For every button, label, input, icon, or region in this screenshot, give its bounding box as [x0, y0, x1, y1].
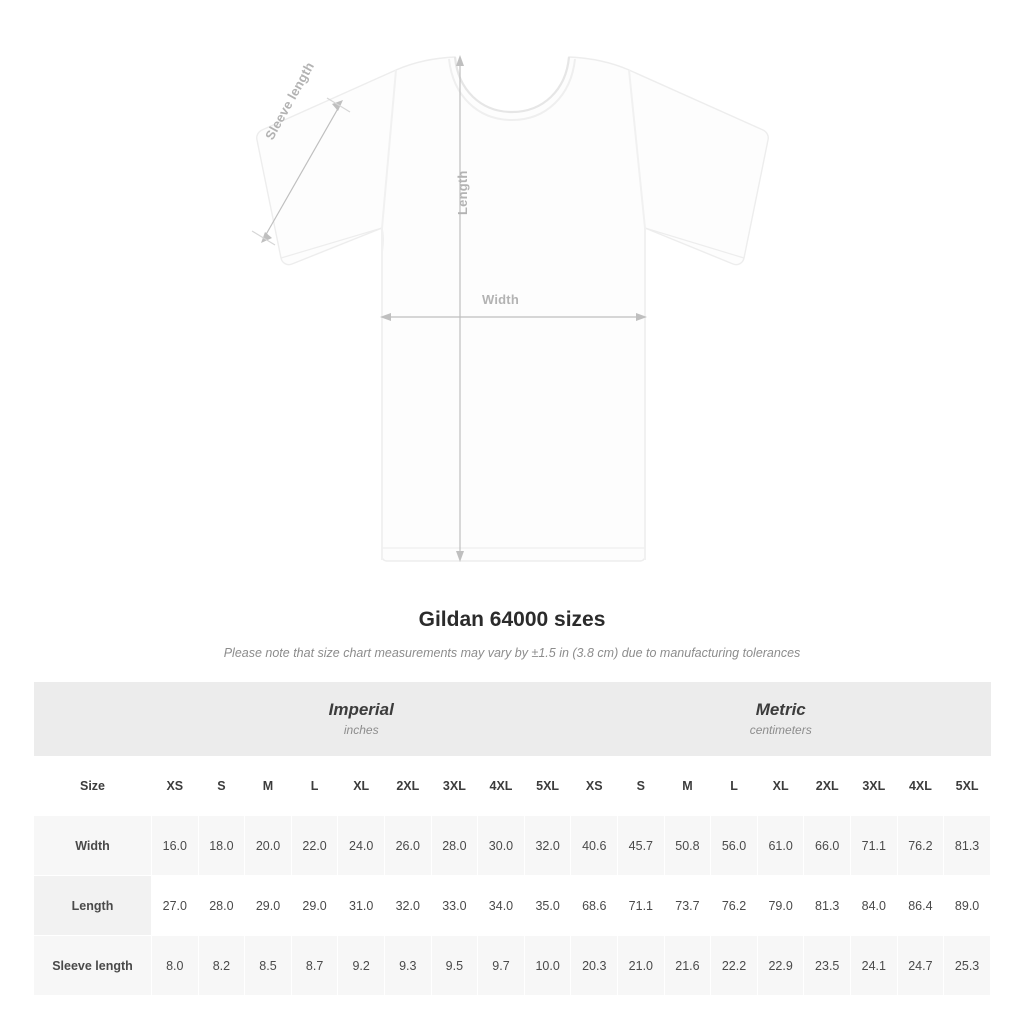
size-corner-label: Size [34, 757, 152, 816]
size-header-metric-3xl: 3XL [851, 757, 898, 816]
metric-title: Metric [755, 699, 806, 719]
cell-length-metric-xs: 68.6 [571, 876, 618, 936]
cell-sleeve-metric-m: 21.6 [664, 936, 711, 996]
sleeve-length-dimension-label: Sleeve length [262, 59, 318, 143]
cell-width-metric-4xl: 76.2 [897, 816, 944, 876]
system-header-imperial [152, 682, 571, 757]
cell-width-imperial-l: 22.0 [291, 816, 338, 876]
cell-sleeve-metric-xs: 20.3 [571, 936, 618, 996]
system-header-metric [571, 682, 991, 757]
tolerance-note: Please note that size chart measurements may vary by ±1.5 in (3.8 cm) due to manufacturing tolerances [223, 646, 801, 660]
cell-length-imperial-3xl: 33.0 [431, 876, 478, 936]
cell-length-imperial-5xl: 35.0 [524, 876, 571, 936]
cell-width-imperial-m: 20.0 [245, 816, 292, 876]
cell-length-metric-5xl: 89.0 [944, 876, 991, 936]
cell-length-metric-m: 73.7 [664, 876, 711, 936]
cell-width-metric-2xl: 66.0 [804, 816, 851, 876]
system-header-row [34, 682, 991, 757]
table-row [34, 936, 991, 996]
size-header-metric-2xl: 2XL [804, 757, 851, 816]
cell-width-metric-xs: 40.6 [571, 816, 618, 876]
cell-sleeve-metric-2xl: 23.5 [804, 936, 851, 996]
cell-sleeve-imperial-xs: 8.0 [152, 936, 199, 996]
cell-length-metric-3xl: 84.0 [851, 876, 898, 936]
size-header-imperial-4xl: 4XL [478, 757, 525, 816]
cell-sleeve-imperial-l: 8.7 [291, 936, 338, 996]
cell-length-metric-xl: 79.0 [757, 876, 804, 936]
width-dimension-label: Width [482, 292, 519, 307]
size-header-metric-m: M [664, 757, 711, 816]
cell-width-imperial-2xl: 26.0 [384, 816, 431, 876]
size-chart-table-wrapper [33, 682, 991, 996]
size-header-imperial-xl: XL [338, 757, 385, 816]
cell-width-metric-xl: 61.0 [757, 816, 804, 876]
size-header-metric-xs: XS [571, 757, 618, 816]
cell-sleeve-imperial-2xl: 9.3 [384, 936, 431, 996]
cell-length-imperial-xl: 31.0 [338, 876, 385, 936]
cell-sleeve-imperial-m: 8.5 [245, 936, 292, 996]
cell-length-imperial-s: 28.0 [198, 876, 245, 936]
row-label-sleeve-length: Sleeve length [34, 936, 152, 996]
size-header-row [34, 757, 991, 816]
cell-sleeve-imperial-3xl: 9.5 [431, 936, 478, 996]
cell-width-imperial-xs: 16.0 [152, 816, 199, 876]
page-title: Gildan 64000 sizes [418, 608, 606, 631]
cell-sleeve-metric-4xl: 24.7 [897, 936, 944, 996]
cell-sleeve-imperial-4xl: 9.7 [478, 936, 525, 996]
system-header-spacer [34, 682, 152, 757]
cell-sleeve-metric-l: 22.2 [711, 936, 758, 996]
imperial-title: Imperial [328, 699, 394, 719]
table-row [34, 876, 991, 936]
cell-width-imperial-s: 18.0 [198, 816, 245, 876]
cell-width-metric-5xl: 81.3 [944, 816, 991, 876]
length-dimension-label: Length [455, 170, 470, 215]
size-header-imperial-l: L [291, 757, 338, 816]
cell-length-imperial-4xl: 34.0 [478, 876, 525, 936]
cell-length-metric-l: 76.2 [711, 876, 758, 936]
size-header-metric-l: L [711, 757, 758, 816]
size-header-metric-5xl: 5XL [944, 757, 991, 816]
cell-length-imperial-l: 29.0 [291, 876, 338, 936]
cell-sleeve-metric-xl: 22.9 [757, 936, 804, 996]
cell-length-imperial-2xl: 32.0 [384, 876, 431, 936]
row-label-length: Length [34, 876, 152, 936]
cell-width-metric-s: 45.7 [618, 816, 665, 876]
size-header-imperial-5xl: 5XL [524, 757, 571, 816]
size-header-imperial-2xl: 2XL [384, 757, 431, 816]
cell-sleeve-metric-3xl: 24.1 [851, 936, 898, 996]
cell-length-metric-s: 71.1 [618, 876, 665, 936]
cell-length-metric-4xl: 86.4 [897, 876, 944, 936]
cell-width-imperial-3xl: 28.0 [431, 816, 478, 876]
size-header-imperial-3xl: 3XL [431, 757, 478, 816]
size-header-metric-4xl: 4XL [897, 757, 944, 816]
cell-width-imperial-5xl: 32.0 [524, 816, 571, 876]
size-header-imperial-s: S [198, 757, 245, 816]
cell-sleeve-imperial-xl: 9.2 [338, 936, 385, 996]
cell-width-metric-3xl: 71.1 [851, 816, 898, 876]
cell-length-imperial-m: 29.0 [245, 876, 292, 936]
cell-sleeve-metric-s: 21.0 [618, 936, 665, 996]
cell-width-imperial-xl: 24.0 [338, 816, 385, 876]
cell-sleeve-metric-5xl: 25.3 [944, 936, 991, 996]
size-header-metric-s: S [618, 757, 665, 816]
imperial-unit: inches [343, 723, 379, 738]
cell-length-metric-2xl: 81.3 [804, 876, 851, 936]
size-chart-table [33, 682, 991, 996]
cell-sleeve-imperial-s: 8.2 [198, 936, 245, 996]
cell-sleeve-imperial-5xl: 10.0 [524, 936, 571, 996]
table-row [34, 816, 991, 876]
cell-width-metric-l: 56.0 [711, 816, 758, 876]
row-label-width: Width [34, 816, 152, 876]
metric-unit: centimeters [749, 723, 812, 738]
cell-length-imperial-xs: 27.0 [152, 876, 199, 936]
size-header-imperial-m: M [245, 757, 292, 816]
cell-width-imperial-4xl: 30.0 [478, 816, 525, 876]
cell-width-metric-m: 50.8 [664, 816, 711, 876]
size-header-metric-xl: XL [757, 757, 804, 816]
size-header-imperial-xs: XS [152, 757, 199, 816]
